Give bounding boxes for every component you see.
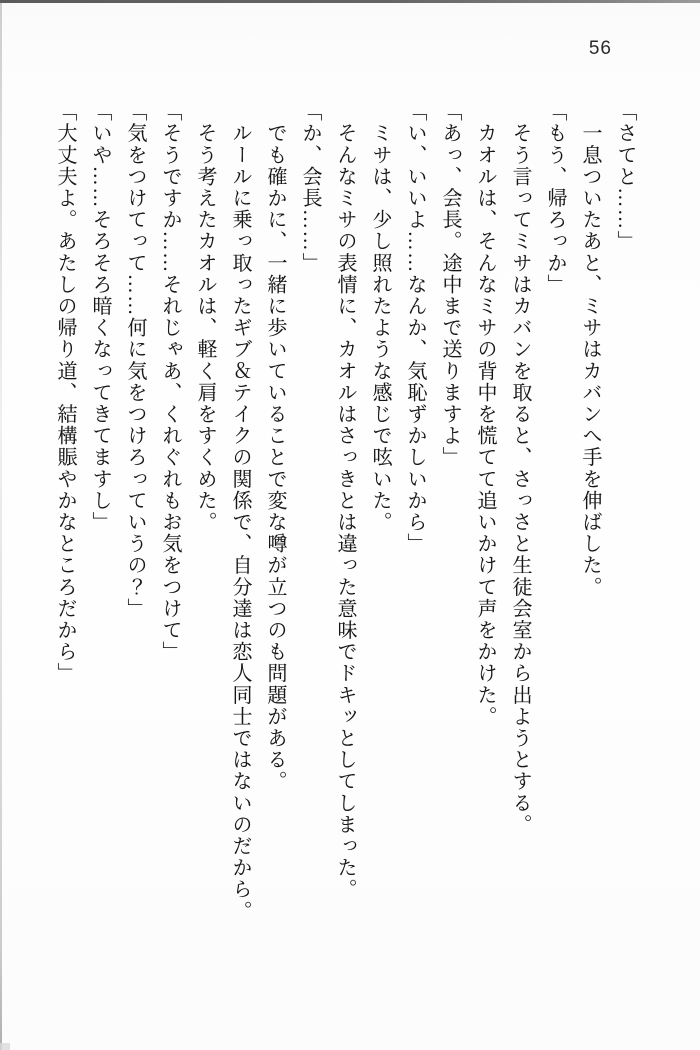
text-line: 「気をつけてって……何に気をつけろっていうの？」 [124,101,146,620]
page-number: 56 [588,38,612,59]
text-line: 「もう、帰ろっか」 [544,101,566,296]
text-line: ルールに乗っ取ったギブ＆テイクの関係で、自分達は恋人同士ではないのだから。 [229,101,251,922]
scan-edge-top [0,0,700,3]
text-line: 「大丈夫よ。あたしの帰り道、結構賑やかなところだから」 [54,101,76,685]
text-line: そう考えたカオルは、軽く肩をすくめた。 [194,101,216,533]
text-line: 「あっ、会長。途中まで送りますよ」 [439,101,461,469]
text-line: カオルは、そんなミサの背中を慌てて追いかけて声をかけた。 [474,101,496,728]
text-line: 「いや……そろそろ暗くなってきてますし」 [89,101,111,533]
text-line: 一息ついたあと、ミサはカバンへ手を伸ばした。 [579,101,601,598]
scan-edge-left [0,3,2,1050]
text-line: ミサは、少し照れたような感じで呟いた。 [369,101,391,533]
text-line: 「そうですか……それじゃあ、くれぐれもお気をつけて」 [159,101,181,663]
text-line: 「か、会長……」 [299,101,321,274]
vertical-text-block [47,101,642,953]
text-line: 「い、いいよ……なんか、気恥ずかしいから」 [404,101,426,555]
text-line: そう言ってミサはカバンを取ると、さっさと生徒会室から出ようとする。 [509,101,531,836]
scan-smudge-bottom-left [0,1043,10,1050]
text-line: そんなミサの表情に、カオルはさっきとは違った意味でドキッとしてしまった。 [334,101,356,901]
text-line: でも確かに、一緒に歩いていることで変な噂が立つのも問題がある。 [264,101,286,793]
text-line: 「さてと……」 [614,101,636,253]
